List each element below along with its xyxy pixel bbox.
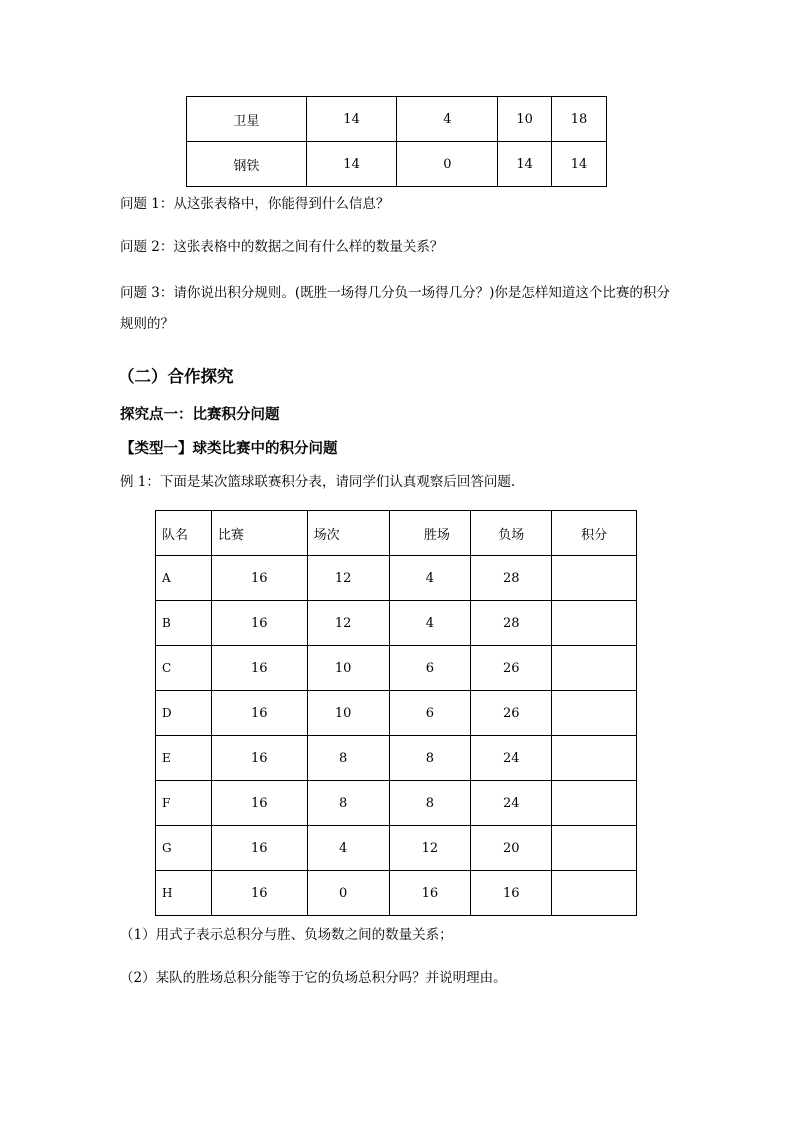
table-cell [552,826,637,871]
table-cell: 24 [471,781,552,826]
table-cell: 0 [397,142,498,187]
table-cell: 16 [211,781,307,826]
score-table-body [156,556,637,916]
table-row [156,826,637,871]
table-row [156,646,637,691]
table-cell: 16 [211,646,307,691]
column-header: 积分 [552,511,637,556]
table-cell: 20 [471,826,552,871]
table-cell: 10 [498,97,552,142]
table-cell: 28 [471,601,552,646]
score-table [155,510,637,916]
table-cell [552,646,637,691]
table-cell: 14 [552,142,607,187]
table-cell [552,601,637,646]
table-row [187,97,607,142]
table-cell: 24 [471,736,552,781]
table-cell: B [156,601,212,646]
table-cell: 16 [211,601,307,646]
sub-question-2: （2）某队的胜场总积分能等于它的负场总积分吗？并说明理由。 [120,970,507,986]
sub-question-1: （1）用式子表示总积分与胜、负场数之间的数量关系； [120,927,453,943]
table-cell: 4 [307,826,389,871]
column-header: 场次 [307,511,389,556]
table-row [156,736,637,781]
table-cell: 12 [307,556,389,601]
table-cell: 16 [471,871,552,916]
table-cell: 8 [389,781,471,826]
table-cell: 16 [211,871,307,916]
table-cell: 16 [211,826,307,871]
table-cell: 4 [389,556,471,601]
table-cell: H [156,871,212,916]
table-cell: A [156,556,212,601]
table-cell: 0 [307,871,389,916]
question-3-line-1: 问题 3：请你说出积分规则。(既胜一场得几分负一场得几分？)你是怎样知道这个比赛的积分 [120,285,670,301]
column-header: 比赛 [211,511,307,556]
table-cell: 14 [306,142,397,187]
table-cell: 6 [389,646,471,691]
question-2: 问题 2：这张表格中的数据之间有什么样的数量关系？ [120,239,444,255]
section-title: （二）合作探究 [118,367,234,386]
table-cell: 10 [307,646,389,691]
question-3-line-2: 规则的？ [120,316,174,332]
table-cell: 14 [498,142,552,187]
table-cell: 16 [211,556,307,601]
type-title: 【类型一】球类比赛中的积分问题 [120,440,338,457]
table-header-row [156,511,637,556]
table-cell [552,871,637,916]
table-cell: 12 [307,601,389,646]
table-cell: 26 [471,691,552,736]
top-table [186,96,607,187]
table-cell: C [156,646,212,691]
column-header: 负场 [471,511,552,556]
table-cell: 14 [306,97,397,142]
table-cell: 8 [389,736,471,781]
table-cell: 8 [307,781,389,826]
table-cell: D [156,691,212,736]
table-row [156,781,637,826]
table-row [156,601,637,646]
table-cell: 26 [471,646,552,691]
table-cell: 钢铁 [187,142,307,187]
table-cell: 16 [389,871,471,916]
table-cell: 12 [389,826,471,871]
table-cell: 10 [307,691,389,736]
table-cell [552,556,637,601]
column-header: 队名 [156,511,212,556]
table-cell: 16 [211,736,307,781]
example-intro: 例 1：下面是某次篮球联赛积分表，请同学们认真观察后回答问题. [120,474,516,490]
question-1: 问题 1：从这张表格中，你能得到什么信息？ [120,196,390,212]
table-cell [552,736,637,781]
column-header: 胜场 [389,511,471,556]
table-cell: 18 [552,97,607,142]
table-cell: G [156,826,212,871]
table-row [156,691,637,736]
table-cell: 4 [397,97,498,142]
table-row [156,556,637,601]
table-cell: E [156,736,212,781]
table-cell: 4 [389,601,471,646]
table-row [187,142,607,187]
table-cell [552,781,637,826]
table-cell: 卫星 [187,97,307,142]
table-cell: 8 [307,736,389,781]
table-cell: F [156,781,212,826]
table-cell: 6 [389,691,471,736]
subsection-title: 探究点一：比赛积分问题 [120,406,280,423]
table-cell: 16 [211,691,307,736]
table-cell [552,691,637,736]
table-row [156,871,637,916]
table-cell: 28 [471,556,552,601]
